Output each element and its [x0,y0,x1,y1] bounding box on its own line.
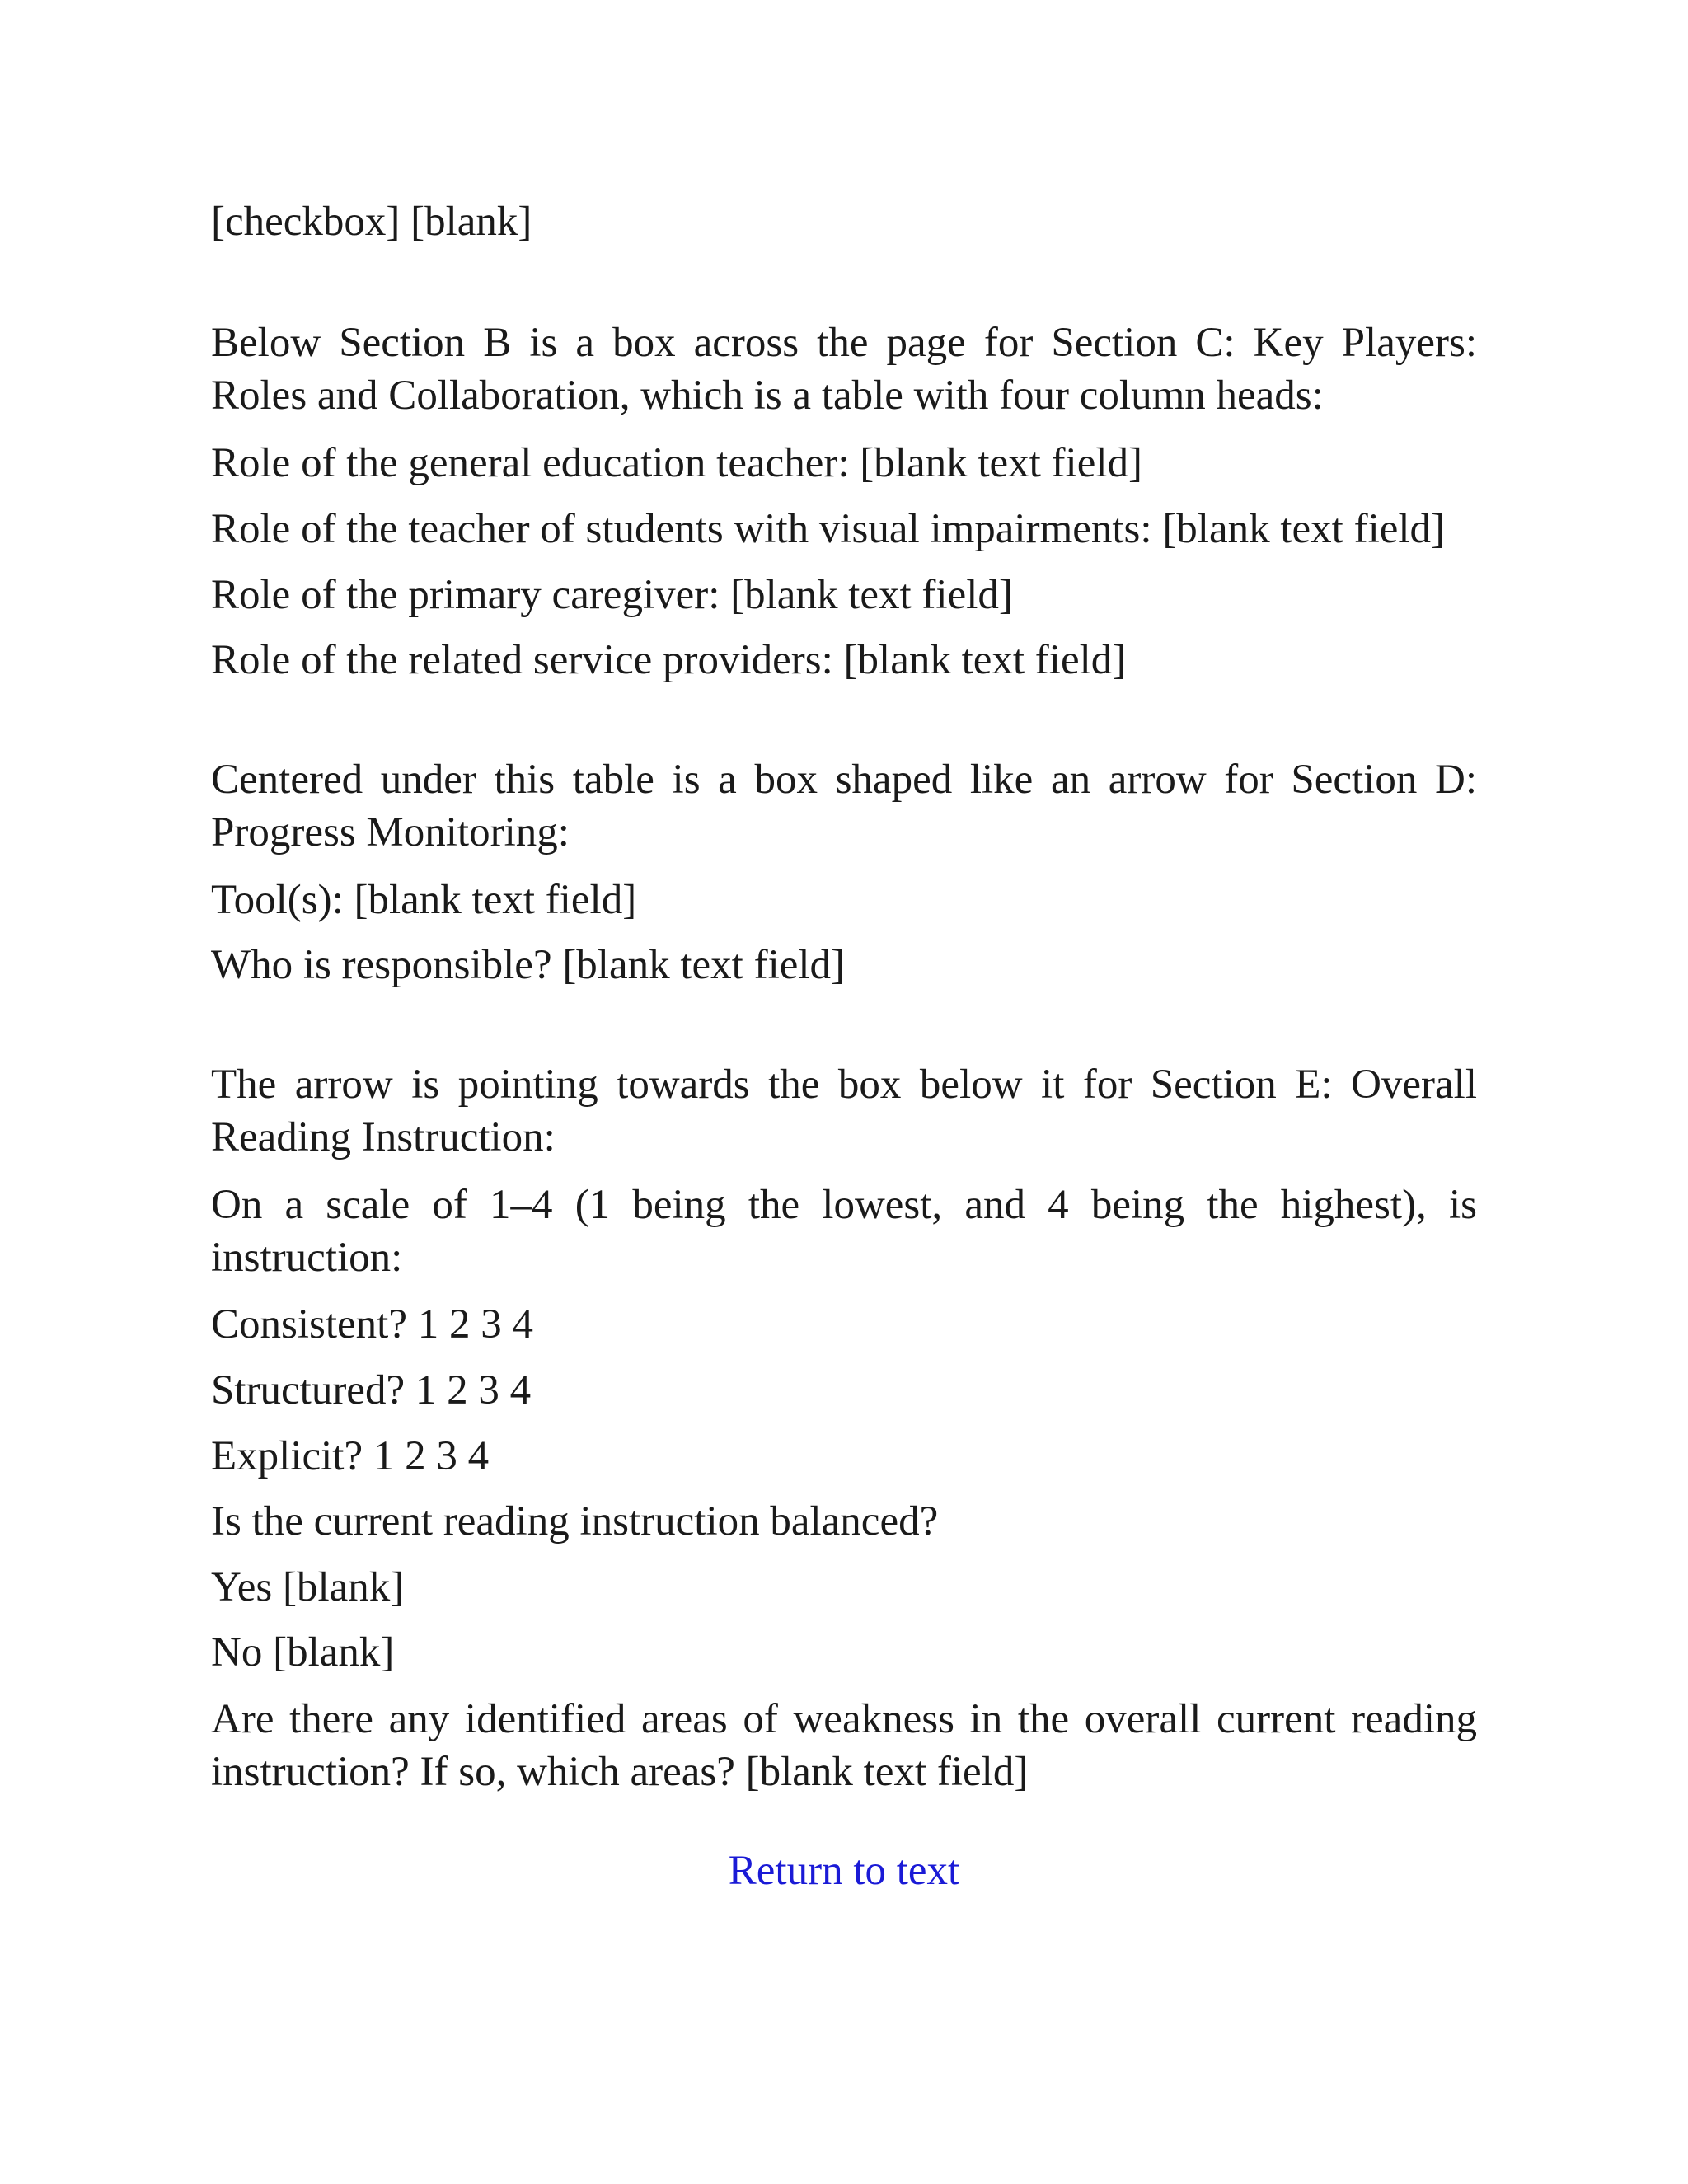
consistent-rating: Consistent? 1 2 3 4 [211,1301,533,1347]
return-to-text-link[interactable]: Return to text [728,1848,960,1894]
section-d-description: Centered under this table is a box shaped like an arrow for Section D: Progress Monitoring: [211,757,1477,855]
role-general-education-teacher: Role of the general education teacher: [blank text field] [211,440,1142,486]
section-e-description: The arrow is pointing towards the box below it for Section E: Overall Reading Instruction: [211,1062,1477,1160]
explicit-rating: Explicit? 1 2 3 4 [211,1433,490,1479]
structured-rating: Structured? 1 2 3 4 [211,1367,532,1413]
responsible-line: Who is responsible? [blank text field] [211,942,846,988]
role-related-service-providers: Role of the related service providers: [blank text field] [211,637,1127,683]
section-c-description: Below Section B is a box across the page for Section C: Key Players: Roles and Collaboration, which is a table with four column heads: [211,320,1477,419]
checkbox-blank-line: [checkbox] [blank] [211,199,532,245]
role-teacher-visual-impairments: Role of the teacher of students with visual impairments: [blank text field] [211,506,1446,552]
yes-option: Yes [blank] [211,1564,405,1610]
tools-line: Tool(s): [blank text field] [211,877,637,923]
scale-instructions: On a scale of 1–4 (1 being the lowest, and 4 being the highest), is instruction: [211,1182,1477,1281]
weakness-question: Are there any identified areas of weakness in the overall current reading instruction? If so, which areas? [blank text field] [211,1696,1477,1795]
balanced-question: Is the current reading instruction balanced? [211,1498,939,1544]
role-primary-caregiver: Role of the primary caregiver: [blank text field] [211,572,1013,618]
no-option: No [blank] [211,1629,395,1675]
